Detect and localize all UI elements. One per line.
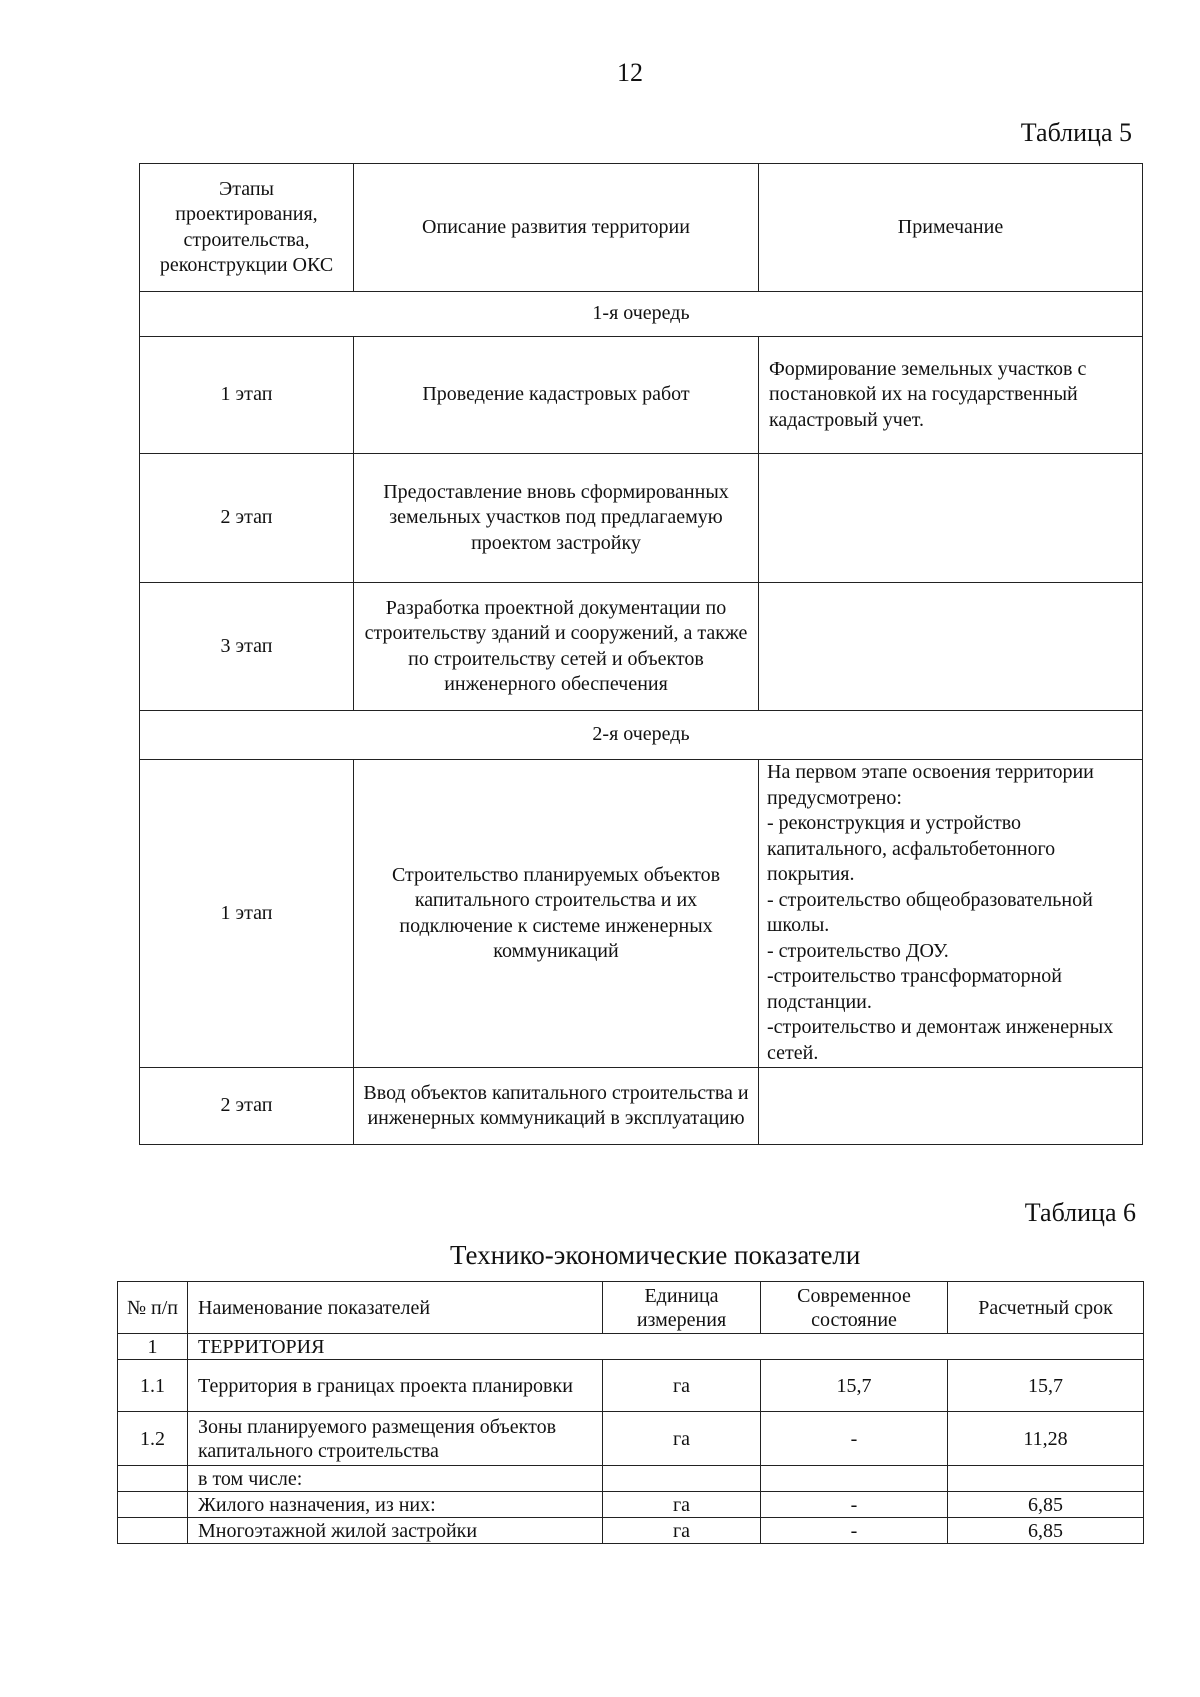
description-cell: Предоставление вновь сформированных земельных участков под предлагаемую проектом застройку — [354, 454, 759, 583]
row-target: 15,7 — [948, 1360, 1144, 1412]
note-cell: Формирование земельных участков с постановкой их на государственный кадастровый учет. — [759, 337, 1143, 454]
table-6-indicators — [117, 1281, 1144, 1544]
table-6-caption: Таблица 6 — [1024, 1198, 1136, 1227]
description-cell: Проведение кадастровых работ — [354, 337, 759, 454]
section-label: ТЕРРИТОРИЯ — [188, 1334, 1144, 1360]
row-number: 1.1 — [118, 1360, 188, 1412]
row-unit — [603, 1466, 761, 1492]
note-cell — [759, 1068, 1143, 1145]
table-row — [140, 760, 1143, 1068]
table-header-row — [118, 1282, 1144, 1334]
row-current: 15,7 — [761, 1360, 948, 1412]
row-number — [118, 1492, 188, 1518]
table-row — [118, 1492, 1144, 1518]
page-number: 12 — [617, 58, 643, 87]
header-number: № п/п — [118, 1282, 188, 1334]
row-unit: га — [603, 1518, 761, 1544]
header-description: Описание развития территории — [354, 164, 759, 292]
row-target: 6,85 — [948, 1518, 1144, 1544]
row-name: Жилого назначения, из них: — [188, 1492, 603, 1518]
description-cell: Ввод объектов капитального строительства и инженерных коммуникаций в эксплуатацию — [354, 1068, 759, 1145]
stage-cell: 1 этап — [140, 337, 354, 454]
row-unit: га — [603, 1412, 761, 1466]
table-row — [118, 1360, 1144, 1412]
row-current — [761, 1466, 948, 1492]
row-name: в том числе: — [188, 1466, 603, 1492]
row-number — [118, 1466, 188, 1492]
table-5-construction-stages — [139, 163, 1143, 1145]
row-current: - — [761, 1412, 948, 1466]
description-cell: Строительство планируемых объектов капитального строительства и их подключение к системе инженерных коммуникаций — [354, 760, 759, 1068]
row-number: 1.2 — [118, 1412, 188, 1466]
table-header-row — [140, 164, 1143, 292]
section-number: 1 — [118, 1334, 188, 1360]
row-unit: га — [603, 1492, 761, 1518]
header-note: Примечание — [759, 164, 1143, 292]
header-unit: Единица измерения — [603, 1282, 761, 1334]
description-cell: Разработка проектной документации по строительству зданий и сооружений, а также по строительству сетей и объектов инженерного обеспечения — [354, 583, 759, 711]
row-name: Зоны планируемого размещения объектов капитального строительства — [188, 1412, 603, 1466]
queue-row — [140, 292, 1143, 337]
row-current: - — [761, 1492, 948, 1518]
stage-cell: 2 этап — [140, 1068, 354, 1145]
queue-row — [140, 711, 1143, 760]
row-target: 6,85 — [948, 1492, 1144, 1518]
stage-cell: 2 этап — [140, 454, 354, 583]
table-row — [140, 583, 1143, 711]
section-row — [118, 1334, 1144, 1360]
table-row — [118, 1518, 1144, 1544]
note-cell — [759, 583, 1143, 711]
queue-label: 1-я очередь — [140, 292, 1143, 337]
header-stages: Этапы проектирования, строительства, реконструкции ОКС — [140, 164, 354, 292]
header-current: Современное состояние — [761, 1282, 948, 1334]
note-cell — [759, 454, 1143, 583]
table-row — [118, 1466, 1144, 1492]
stage-cell: 3 этап — [140, 583, 354, 711]
header-indicator-name: Наименование показателей — [188, 1282, 603, 1334]
row-target — [948, 1466, 1144, 1492]
table-row — [118, 1412, 1144, 1466]
row-number — [118, 1518, 188, 1544]
row-unit: га — [603, 1360, 761, 1412]
table-row — [140, 1068, 1143, 1145]
note-cell: На первом этапе освоения территории предусмотрено: - реконструкция и устройство капитального, асфальтобетонного покрытия. - строительство общеобразовательной школы. - строительство ДОУ. -строительство трансформаторной подстанции. -строительство и демонтаж инженерных сетей. — [759, 760, 1143, 1068]
queue-label: 2-я очередь — [140, 711, 1143, 760]
table-6-title: Технико-экономические показатели — [450, 1240, 861, 1270]
table-5-caption: Таблица 5 — [1020, 118, 1132, 147]
row-target: 11,28 — [948, 1412, 1144, 1466]
row-name: Территория в границах проекта планировки — [188, 1360, 603, 1412]
header-target: Расчетный срок — [948, 1282, 1144, 1334]
table-row — [140, 337, 1143, 454]
table-row — [140, 454, 1143, 583]
stage-cell: 1 этап — [140, 760, 354, 1068]
row-current: - — [761, 1518, 948, 1544]
row-name: Многоэтажной жилой застройки — [188, 1518, 603, 1544]
